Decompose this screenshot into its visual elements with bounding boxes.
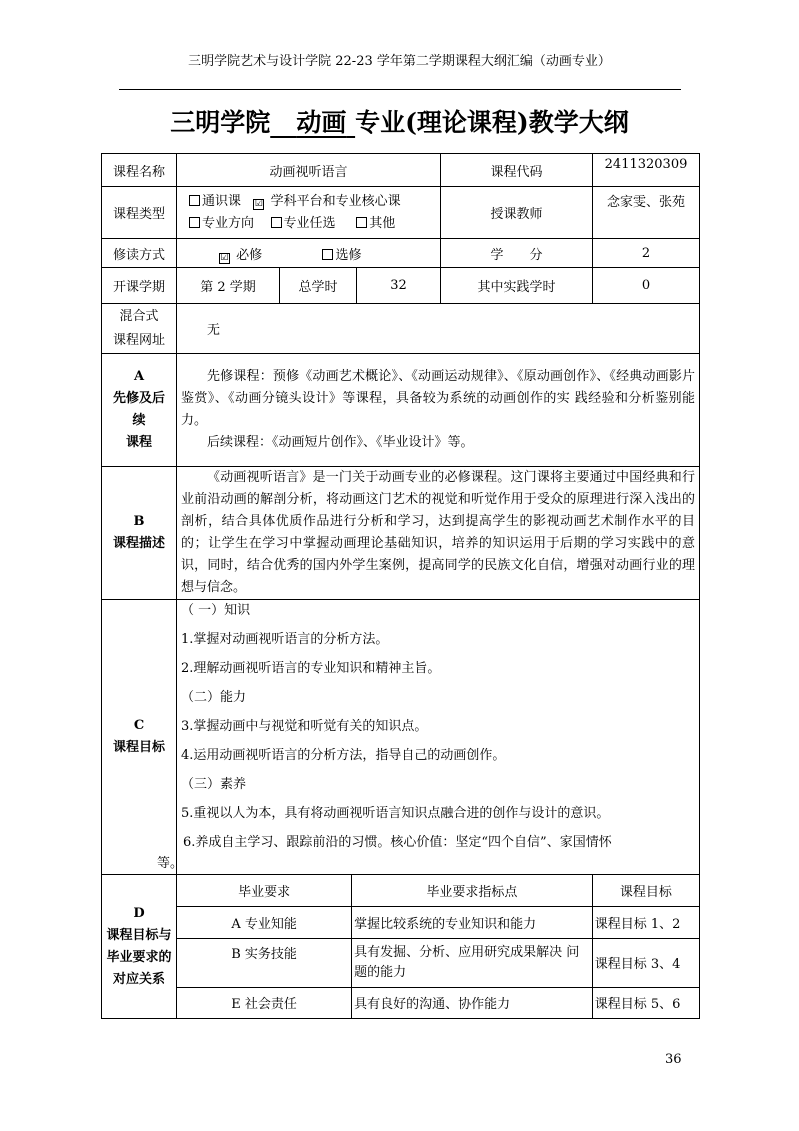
goal-item: 3.掌握动画中与视觉和听觉有关的知识点。: [181, 719, 428, 734]
course-type-label: 课程类型: [102, 187, 177, 239]
mapping-header-indicator: 毕业要求指标点: [352, 875, 593, 906]
graduation-mapping-table: [177, 875, 699, 1018]
section-d-content: [177, 875, 700, 1019]
mapping-header-requirement: 毕业要求: [238, 884, 291, 900]
course-description-text: 《动画视听语言》是一门关于动画专业的必修课程。这门课将主要通过中国经典和行业前沿动画的解剖分析，将动画这门艺术的视觉和听觉作用于受众的原理进行深入浅出的剖析，结合具体优质作品进行分析和学习，达到提高学生的影视动画艺术制作水平的目的；让学生在学习中掌握动画理论基础知识，培养的知识运用于后期的学习实践中的意识，同时，结合优秀的国内外学生案例，提高同学的民族文化自信，增强对动画行业的理想与信念。: [181, 470, 696, 595]
header-divider: [119, 89, 681, 90]
syllabus-table: [101, 153, 700, 1019]
row-section-b: [102, 467, 700, 600]
checkbox-direction-icon: [189, 217, 200, 228]
checkbox-core-checked-icon: ☑: [254, 198, 263, 209]
mixed-course-value: 无: [177, 304, 700, 354]
section-b-content: [177, 467, 700, 600]
course-name-label: 课程名称: [102, 154, 177, 187]
goal-item: 1.掌握对动画视听语言的分析方法。: [181, 632, 389, 647]
row-semester: [102, 268, 700, 304]
title-major: 动画: [296, 108, 347, 137]
course-type-options: 通识课 ☑ 学科平台和专业核心课 专业方向 专业任选 其他: [177, 187, 441, 239]
section-c-label: C 课程目标: [102, 600, 177, 875]
section-c-content: [157, 600, 700, 875]
page-number: 36: [665, 1052, 682, 1067]
teacher-value: 念家雯、张苑: [593, 187, 700, 239]
goal-item: （三）素养: [181, 777, 247, 792]
table-row: A 专业知能 掌握比较系统的专业知识和能力 课程目标 1、2: [177, 906, 699, 938]
document-title: [0, 103, 799, 139]
mixed-course-label: 混合式 课程网址: [102, 304, 177, 354]
practice-hours-label: 其中实践学时: [441, 268, 593, 304]
teacher-label: 授课教师: [441, 187, 593, 239]
goal-item: 4.运用动画视听语言的分析方法，指导自己的动画创作。: [181, 748, 506, 763]
study-mode-label: 修读方式: [102, 239, 177, 268]
row-section-d: [102, 875, 700, 1019]
course-code-value: 2411320309: [593, 154, 700, 187]
goal-item: 5.重视以人为本，具有将动画视听语言知识点融合进的创作与设计的意识。: [181, 806, 610, 821]
goal-item: 2.理解动画视听语言的专业知识和精神主旨。: [181, 661, 441, 676]
total-hours-value: 32: [357, 268, 441, 304]
checkbox-other-icon: [356, 217, 367, 228]
mapping-header-row: [177, 875, 699, 906]
section-a-content: [177, 354, 700, 467]
course-code-label: 课程代码: [441, 154, 593, 187]
total-hours-label: 总学时: [280, 268, 357, 304]
table-row: E 社会责任 具有良好的沟通、协作能力 课程目标 5、6: [177, 987, 699, 1018]
checkbox-optional-icon: [322, 249, 333, 260]
goal-item-last: 6.养成自主学习、跟踪前沿的习惯。核心价值：坚定“四个自信”、家国情怀 等。: [157, 835, 612, 871]
study-mode-options: ☑ 必修 选修: [177, 239, 441, 268]
row-course-type: [102, 187, 700, 239]
row-section-a: [102, 354, 700, 467]
checkbox-required-checked-icon: ☑: [220, 252, 229, 263]
checkbox-elective-icon: [271, 217, 282, 228]
prerequisite-text: 先修课程：预修《动画艺术概论》、《动画运动规律》、《原动画创作》、《经典动画影片鉴赏》、《动画分镜头设计》等课程，具备较为系统的动画创作的实 践经验和分析鉴别能力。: [181, 369, 696, 428]
goal-item: （二）能力: [181, 690, 247, 705]
row-study-mode: [102, 239, 700, 268]
credit-value: 2: [593, 239, 700, 268]
title-prefix: 三明学院: [170, 108, 271, 137]
checkbox-general-icon: [189, 195, 200, 206]
section-b-label: B 课程描述: [102, 467, 177, 600]
row-course-name: [102, 154, 700, 187]
semester-label: 开课学期: [102, 268, 177, 304]
practice-hours-value: 0: [593, 268, 700, 304]
page-header: 三明学院艺术与设计学院 22-23 学年第二学期课程大纲汇编（动画专业）: [188, 54, 611, 69]
goal-item: （ 一）知识: [181, 603, 251, 618]
mapping-header-goal: 课程目标: [592, 875, 699, 906]
course-name-value: 动画视听语言: [177, 154, 441, 187]
table-row: B 实务技能 具有发掘、分析、应用研究成果解决 问题的能力 课程目标 3、4: [177, 938, 699, 987]
semester-value: 第 2 学期: [177, 268, 280, 304]
title-suffix: 专业(理论课程)教学大纲: [355, 108, 629, 137]
row-mixed-course: [102, 304, 700, 354]
section-d-label: D 课程目标与 毕业要求的 对应关系: [102, 875, 177, 1019]
follow-up-text: 后续课程：《动画短片创作》、《毕业设计》等。: [207, 435, 474, 450]
credit-label: 学 分: [441, 239, 593, 268]
section-a-label: A 先修及后 续 课程: [102, 354, 177, 467]
row-section-c: [102, 600, 700, 875]
